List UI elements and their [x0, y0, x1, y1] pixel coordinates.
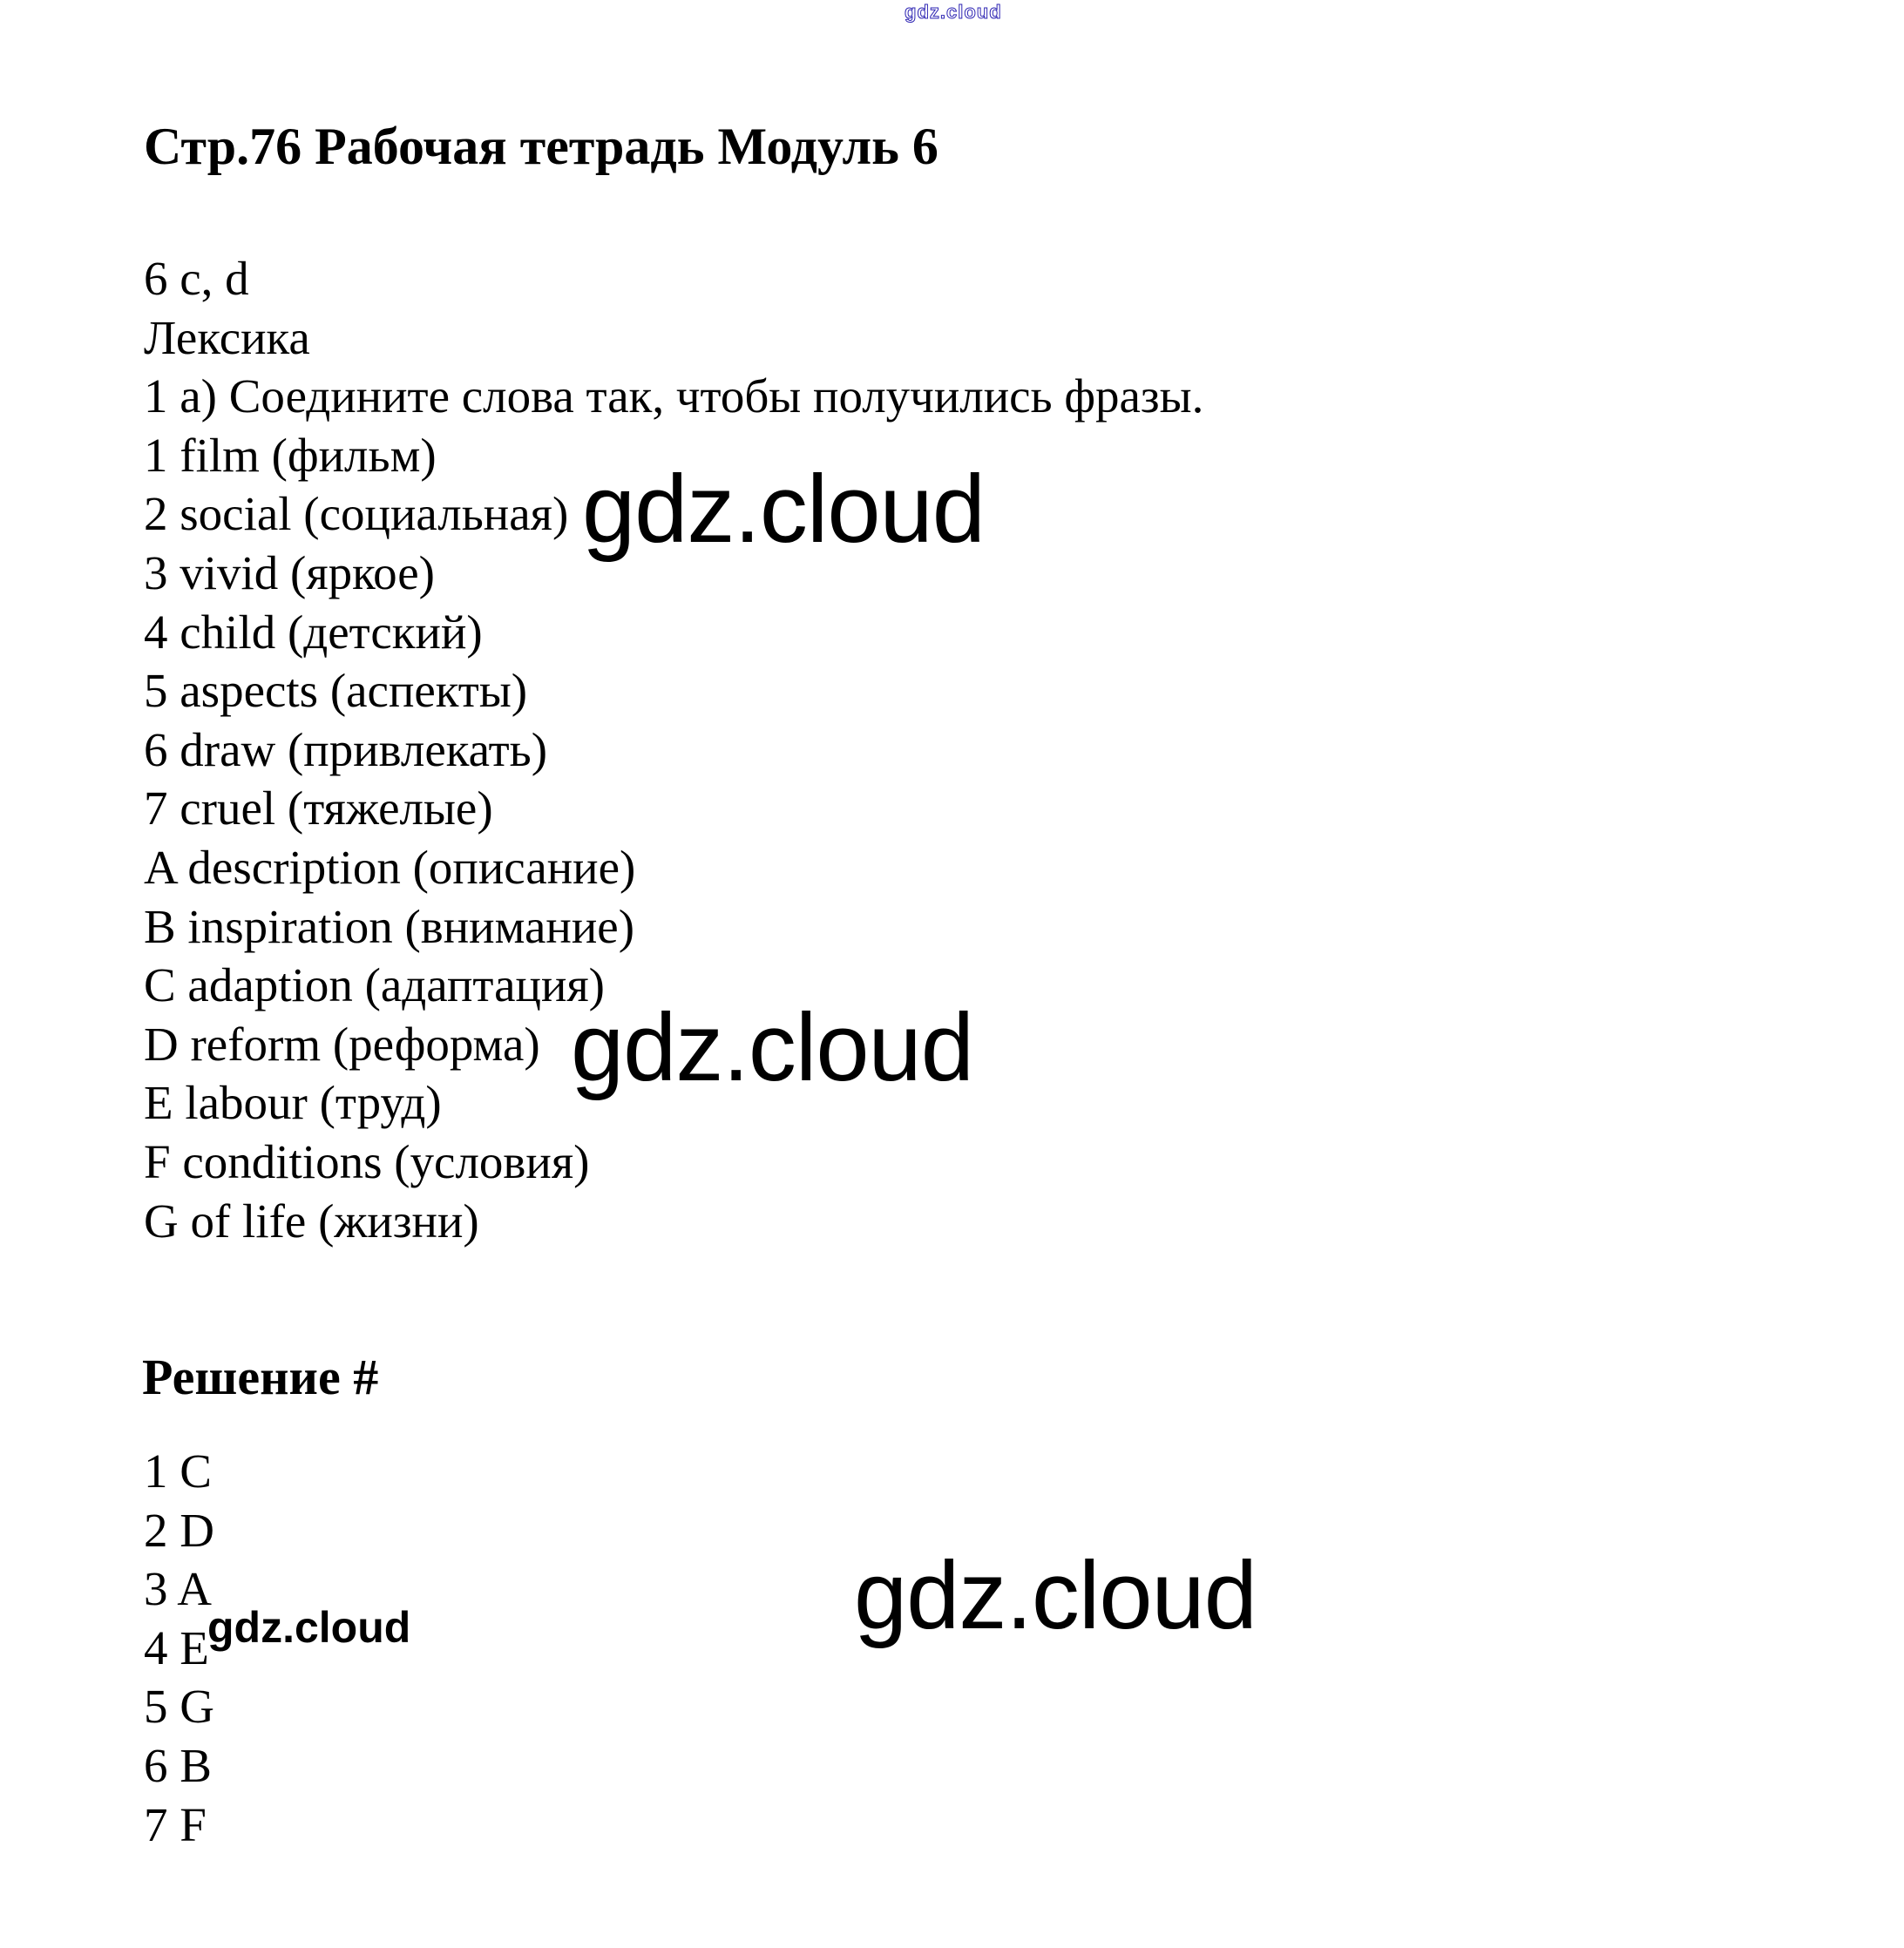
task-line: 4 child (детский) — [144, 605, 483, 659]
task-line: 6 c, d — [144, 252, 249, 305]
task-line: 1 film (фильм) — [144, 428, 437, 482]
task-line: 6 draw (привлекать) — [144, 722, 548, 776]
task-line: Лексика — [144, 310, 310, 364]
gdz-cloud-watermark-1: gdz.cloud — [582, 456, 985, 563]
answer-line: 4 E — [144, 1620, 209, 1674]
answers-block — [144, 1442, 214, 1854]
gdz-cloud-watermark-3: gdz.cloud — [854, 1542, 1257, 1649]
answer-line: 7 F — [144, 1797, 207, 1851]
gdz-cloud-watermark-2: gdz.cloud — [571, 994, 973, 1101]
task-line: F conditions (условия) — [144, 1134, 590, 1188]
answer-line: 2 D — [144, 1503, 214, 1557]
task-line: 5 aspects (аспекты) — [144, 664, 528, 718]
answer-line: 3 A — [144, 1562, 212, 1616]
task-line: E labour (труд) — [144, 1076, 442, 1130]
task-line: A description (описание) — [144, 840, 636, 894]
task-line: G of life (жизни) — [144, 1194, 479, 1248]
answer-line: 6 B — [144, 1738, 212, 1792]
task-line: B inspiration (внимание) — [144, 899, 635, 953]
task-line: D reform (реформа) — [144, 1017, 540, 1071]
solution-heading: Решение # — [142, 1349, 379, 1405]
task-line: 1 a) Соедините слова так, чтобы получились фразы. — [144, 369, 1204, 423]
answer-line: 5 G — [144, 1680, 214, 1734]
gdz-cloud-top-watermark: gdz.cloud — [905, 1, 1002, 23]
task-line: 2 social (социальная) — [144, 487, 569, 541]
task-line: 7 cruel (тяжелые) — [144, 781, 493, 835]
task-line: C adaption (адаптация) — [144, 958, 605, 1012]
page-title: Стр.76 Рабочая тетрадь Модуль 6 — [144, 118, 938, 175]
task-line: 3 vivid (яркое) — [144, 545, 436, 599]
gdz-cloud-watermark-small: gdz.cloud — [207, 1603, 411, 1652]
answer-line: 1 C — [144, 1444, 212, 1498]
